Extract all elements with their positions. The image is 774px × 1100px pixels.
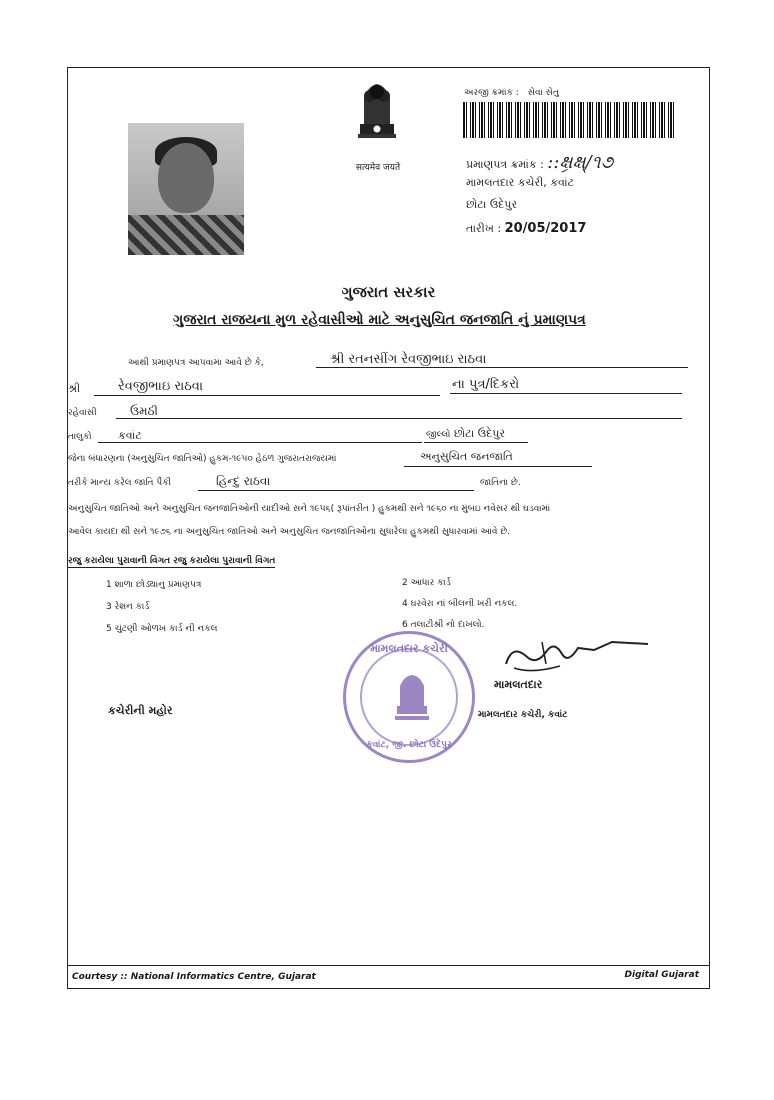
certificate-subtitle: ગુજરાત રાજયના મુળ રહેવાસીઓ માટે અનુસુચિત જનજાતિ નું પ્રમાણપત્ર <box>173 312 586 328</box>
constitution-value: અનુસુચિત જનજાતિ <box>420 450 513 463</box>
district-label: જીલ્લો <box>426 430 451 440</box>
name-underline <box>316 367 688 368</box>
document-item-1: 1 શાળા છોડ્યાનુ પ્રમાણપત્ર <box>106 580 202 590</box>
district <box>426 427 505 441</box>
father-name: રેવજીભાઇ રાઠવા <box>118 379 204 394</box>
signatory-title: મામલતદાર <box>494 678 543 691</box>
taluka-underline <box>98 442 422 443</box>
form-number-value: સેવા સેતુ <box>527 88 559 98</box>
barcode <box>463 102 675 138</box>
office-seal-label: કચેરીની મહોર <box>108 704 173 717</box>
taluka-label: તાલુકો <box>68 432 92 442</box>
son-underline <box>450 393 682 394</box>
document-item-4: 4 ઘરવેરા નાં બીલની ખરી નકલ. <box>402 599 518 609</box>
certificate-number-value: ::ક્ષ્રક્ષ્/૧૭ <box>547 152 613 173</box>
document-item-5: 5 ચુંટણી ઓળખ કાર્ડ ની નકલ <box>106 624 218 634</box>
caste-underline <box>198 490 474 491</box>
father-underline <box>94 395 440 396</box>
page-title: ગુજરાત સરકાર <box>341 283 436 301</box>
issue-date-value: 20/05/2017 <box>504 221 587 236</box>
national-emblem-icon <box>350 78 404 158</box>
resident-village: ઉમઠી <box>130 404 158 418</box>
certificate-number-label: પ્રમાણપત્ર ક્રમાંક : <box>466 158 544 171</box>
form-number-label: અરજી ક્રમાંક : <box>464 88 519 98</box>
stamp-text-top: મામલતદાર કચેરી <box>370 642 448 655</box>
emblem-caption: सत्यमेव जयते <box>355 163 401 173</box>
form-number <box>464 88 559 98</box>
intro-label: આથી પ્રમાણપત્ર આપવામા આવે છે કે, <box>128 358 264 368</box>
stamp-emblem-icon <box>392 672 432 724</box>
paragraph-line-1: અનુસુચિત જાતિઓ અને અનુસુચિત જનજાતિઓની યાદીઓ સને ૧૯૫૬( રૂપાંતરીત ) હુકમથી સને ૧૯૬૦ ના મુંબઇ નવેસર થી ઘડવામાં <box>68 504 551 514</box>
applicant-photo <box>128 123 244 255</box>
signatory-office: મામલતદાર કચેરી, કવાંટ <box>478 710 568 720</box>
document-item-6: 6 તલાટીશ્રી નો દાખલો. <box>402 620 485 630</box>
shri-label: શ્રી <box>68 382 81 395</box>
issue-date-label: તારીખ : <box>466 222 502 235</box>
certificate-number <box>466 152 613 173</box>
issue-date <box>466 221 586 236</box>
district-value: છોટા ઉદેપુર <box>453 427 506 440</box>
document-item-2: 2 આધાર કાર્ડ <box>402 578 451 588</box>
paragraph-line-2: આવેલ કાયદા થી સને ૧૯૭૬ ના અનુસુચિત જાતિઓ અને અનુસુચિત જનજાતિઓના સુધારેલા હુકમથી સુધારવામાં આવે છે. <box>68 527 511 537</box>
constitution-underline <box>404 466 592 467</box>
certificate-document <box>67 67 710 989</box>
son-of-label: ના પુત્ર/દિકરો <box>452 377 520 392</box>
caste-suffix: જાતિના છે. <box>480 478 521 488</box>
applicant-name: શ્રી રતનસીંગ રેવજીભાઇ રાઠવા <box>330 352 487 367</box>
district-underline <box>424 442 528 443</box>
footer-courtesy: Courtesy :: National Informatics Centre, Gujarat <box>72 972 316 982</box>
document-item-3: 3 રેશન કાર્ડ <box>106 602 150 612</box>
footer <box>68 965 709 988</box>
stamp-text-bottom: કવાંટ, જી. છોટા ઉદેપુર <box>366 740 452 750</box>
taluka-value: કવાંટ <box>118 429 142 442</box>
office-line-2: છોટા ઉદેપુર <box>466 198 518 211</box>
constitution-label: જેના બંધારણના (અનુસુચિત જાતિઓ) હુકમ-૧૯૫૦ હેઠળ ગુજરાતરાજયમાં <box>68 454 337 464</box>
resident-label: રહેવાસી <box>68 408 97 418</box>
footer-digital-gujarat: Digital Gujarat <box>624 970 699 980</box>
office-stamp <box>343 631 475 763</box>
caste-label: તરીકે માન્ય કરેલ જાતિ પૈકી <box>68 478 172 488</box>
signature-icon <box>502 634 652 678</box>
office-line-1: મામલતદાર કચેરી, કવાંટ <box>466 176 574 189</box>
documents-heading: રજુ કરાયેલા પુરાવાની વિગત રજુ કરાયેલા પુરાવાની વિગત <box>68 556 276 566</box>
resident-underline <box>116 418 682 419</box>
caste-value: હિન્દુ રાઠવા <box>216 474 271 488</box>
